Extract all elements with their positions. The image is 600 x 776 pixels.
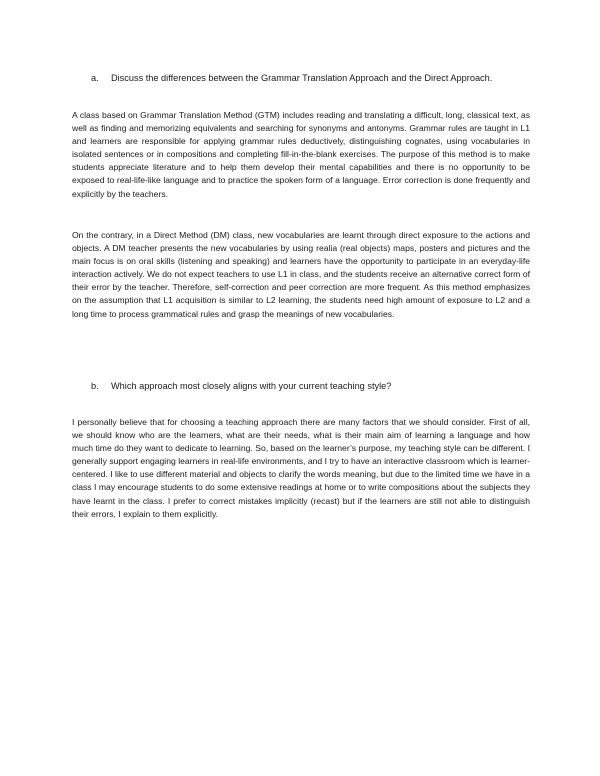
question-a — [91, 72, 492, 84]
answer-a-paragraph-1: A class based on Grammar Translation Method (GTM) includes reading and translating a difficult, long, classical text, as well as finding and memorizing equivalents and searching for synonyms and antonyms. Grammar rules are taught in L1 and learners are responsible for applying grammar rules deductively, distinguishing cognates, using vocabularies in isolated sentences or in compositions and completing fill-in-the-blank exercises. The purpose of this method is to make students appreciate literature and to help them develop their mental capabilities and there is no opportunity to be exposed to real-life-like language and to practice the spoken form of a language. Error correction is done frequently and explicitly by the teachers. — [72, 110, 530, 199]
answer-a-paragraph-2: On the contrary, in a Direct Method (DM) class, new vocabularies are learnt through direct exposure to the actions and objects. A DM teacher presents the new vocabularies by using realia (real objects) maps, posters and pictures and the main focus is on oral skills (listening and speaking) and learners have the opportunity to participate in an everyday-life interaction actively. We do not expect teachers to use L1 in class, and the students receive an alternative correct form of their error by the teacher. Therefore, self-correction and peer correction are more frequent. As this method emphasizes on the assumption that L1 acquisition is similar to L2 learning, the students need high amount of exposure to L2 and a long time to process grammatical rules and grasp the meanings of new vocabularies. — [72, 230, 530, 319]
question-b-marker: b. — [91, 381, 99, 391]
question-a-marker: a. — [91, 73, 99, 83]
question-a-text: Discuss the differences between the Grammar Translation Approach and the Direct Approach. — [111, 73, 493, 83]
question-b — [91, 380, 391, 392]
question-b-text: Which approach most closely aligns with your current teaching style? — [111, 381, 392, 391]
answer-b-paragraph-1: I personally believe that for choosing a teaching approach there are many factors that we should consider. First of all, we should know who are the learners, what are their needs, what is their main aim of learning a language and how much time do they want to dedicate to learning. So, based on the learner’s purpose, my teaching style can be different. I generally support engaging learners in real-life environments, and I try to have an interactive classroom which is learner-centered. I like to use different material and objects to clarify the words meaning, but due to the limited time we have in a class I may encourage students to do some extensive readings at home or to write compositions about the subjects they have learnt in the class. I prefer to correct mistakes implicitly (recast) but if the learners are still not able to distinguish their errors, I explain to them explicitly. — [72, 417, 530, 519]
